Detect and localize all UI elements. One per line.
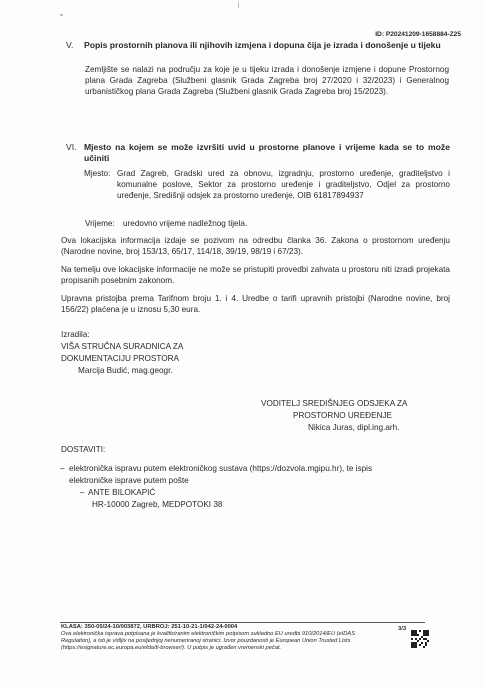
- recipient-name: ANTE BILOKAPIĆ: [88, 488, 156, 497]
- recipient-bullet: –: [80, 488, 85, 497]
- head-role-line1: VODITELJ SREDIŠNJEG ODSJEKA ZA: [261, 399, 408, 408]
- footer-reference: KLASA: 350-05/24-10/003872, URBROJ: 251-10-21-1/042-24-0004: [61, 624, 238, 630]
- section-v-body: Zemljište se nalazi na području za koje je u tijeku izrada i donošenje izmjene i dopune Prostornog plana Grada Zagreba (Službeni glasnik Grada Zagreba broj 27/2020 i 32/2023) i Generalnog urbanističkog plana Grada Zagreba (Službeni glasnik Grada Zagreba broj 15/2023).: [85, 65, 449, 97]
- footer-signature-note: Ova elektronička isprava potpisana je kvalificiranim elektroničkim potpisom sukladno EU uredbi 910/2014/EU (eIDAS Regulation), a isti je vidljiv na posljednjoj nenumeriranoj stranici. Izvor pouzdanosti je European Union Trusted Lists (https://esignature.ec.europa.eu/efda/tl-browser/). U potpis je ugrađen vremenski pečat.: [61, 631, 355, 651]
- prepared-by-name: Marcija Budić, mag.geogr.: [78, 366, 173, 375]
- section-vi-title: Mjesto na kojem se može izvršiti uvid u prostorne planove i vrijeme kada se to može učiniti: [84, 142, 450, 164]
- section-v-number: V.: [66, 40, 74, 50]
- fee-paragraph: Upravna pristojba prema Tarifnom broju 1. i 4. Uredbe o tarifi upravnih pristojbi (Narodne novine, broj 156/22) plaćena je u iznosu 5,30 eura.: [61, 294, 450, 315]
- no-works-paragraph: Na temelju ove lokacijske informacije ne može se pristupiti provedbi zahvata u prostoru niti izradi projekata propisanih posebnim zakonom.: [61, 265, 450, 286]
- time-text: uredovno vrijeme nadležnog tijela.: [123, 219, 248, 228]
- footer-page-number: 3/3: [398, 626, 407, 632]
- prepared-by-role-line2: DOKUMENTACIJU PROSTORA: [61, 354, 179, 363]
- head-role-line2: PROSTORNO UREĐENJE: [293, 411, 393, 420]
- scan-mark: [60, 14, 63, 16]
- section-vi-number: VI.: [66, 142, 77, 152]
- time-label: Vrijeme:: [85, 219, 115, 228]
- delivery-item-line2: elektroničke isprave putem pošte: [69, 476, 189, 485]
- section-v-title: Popis prostornih planova ili njihovih izmjena i dopuna čija je izrada i donošenje u tijeku: [84, 40, 441, 50]
- scan-mark: [238, 2, 239, 8]
- place-text: Grad Zagreb, Gradski ured za obnovu, izgradnju, prostorno uređenje, graditeljstvo i komunalne poslove, Sektor za prostorno uređenje i graditeljstvo, Odjel za prostorno uređenje, Središnji odsjek za prostorno uređenje, OIB 61817894937: [117, 169, 450, 201]
- prepared-by-role-line1: VIŠA STRUČNA SURADNICA ZA: [61, 342, 184, 351]
- delivery-label: DOSTAVITI:: [61, 445, 106, 454]
- document-id: ID: P20241209-1658884-Z25: [375, 31, 461, 38]
- qr-code-icon: [411, 630, 429, 648]
- place-label: Mjesto:: [84, 169, 111, 178]
- prepared-by-label: Izradila:: [61, 330, 90, 339]
- delivery-item-line1: elektronička ispravu putem elektroničkog sustava (https://dozvola.mgipu.hr), te ispis: [69, 464, 373, 473]
- delivery-item-bullet: –: [60, 464, 65, 473]
- legal-basis-paragraph: Ova lokacijska informacija izdaje se pozivom na odredbu članka 36. Zakona o prostornom uređenju (Narodne novine, broj 153/13, 65/17, 114/18, 39/19, 98/19 i 67/23).: [61, 236, 450, 257]
- head-name: Nikica Juras, dipl.ing.arh.: [308, 423, 400, 432]
- recipient-address: HR-10000 Zagreb, MEDPOTOKI 38: [92, 500, 223, 509]
- footer-divider: [60, 622, 425, 623]
